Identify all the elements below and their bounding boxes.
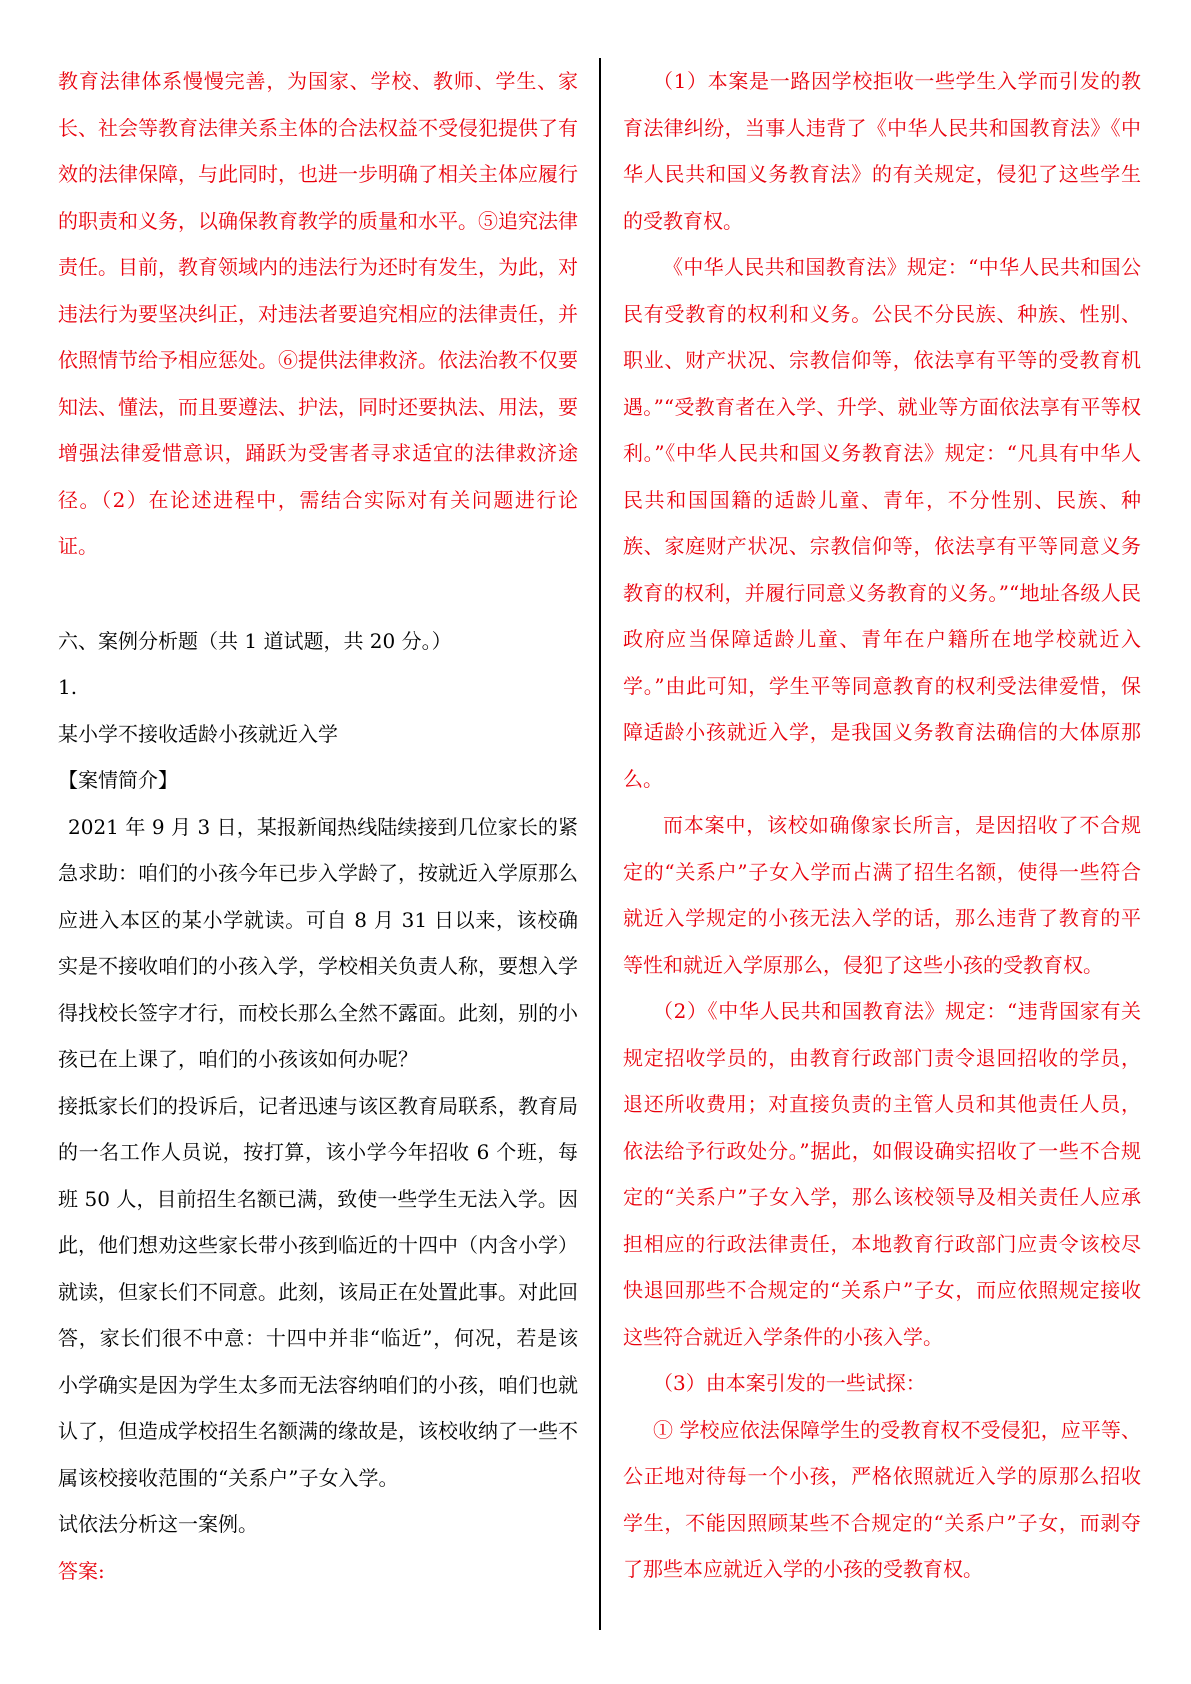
- left-column: [58, 58, 578, 1594]
- answer-paragraph-2: 《中华人民共和国教育法》规定：“中华人民共和国公民有受教育的权利和义务。公民不分民族、种族、性别、职业、财产状况、宗教信仰等，依法享有平等的受教育机遇。”“受教育者在入学、升学、就业等方面依法享有平等权利。”《中华人民共和国义务教育法》规定：“凡具有中华人民共和国国籍的适龄儿童、青年，不分性别、民族、种族、家庭财产状况、宗教信仰等，依法享有平等同意义务教育的权利，并履行同意义务教育的义务。”“地址各级人民政府应当保障适龄儿童、青年在户籍所在地学校就近入学。”由此可知，学生平等同意教育的权利受法律爱惜，保障适龄小孩就近入学，是我国义务教育法确信的大体原那么。: [623, 255, 1141, 791]
- answer-label: 答案:: [58, 1558, 105, 1583]
- column-divider: [599, 58, 601, 1630]
- answer-continuation: 教育法律体系慢慢完善，为国家、学校、教师、学生、家长、社会等教育法律关系主体的合法权益不受侵犯提供了有效的法律保障，与此同时，也进一步明确了相关主体应履行的职责和义务，以确保教育教学的质量和水平。⑤追究法律责任。目前，教育领域内的违法行为还时有发生，为此，对违法行为要坚决纠正，对违法者要追究相应的法律责任，并依照情节给予相应惩处。⑥提供法律救济。依法治教不仅要知法、懂法，而且要遵法、护法，同时还要执法、用法，要增强法律爱惜意识，踊跃为受害者寻求适宜的法律救济途径。（2）在论述进程中，需结合实际对有关问题进行论证。: [58, 69, 578, 558]
- answer-paragraph-1: （1）本案是一路因学校拒收一些学生入学而引发的教育法律纠纷，当事人违背了《中华人民共和国教育法》《中华人民共和国义务教育法》的有关规定，侵犯了这些学生的受教育权。: [623, 69, 1141, 233]
- case-paragraph-2: 接抵家长们的投诉后，记者迅速与该区教育局联系，教育局的一名工作人员说，按打算，该小学今年招收 6 个班，每班 50 人，目前招生名额已满，致使一些学生无法入学。因此，他们想劝这些家长带小孩到临近的十四中（内含小学）就读，但家长们不同意。此刻，该局正在处置此事。对此回答，家长们很不中意：十四中并非“临近”，何况，若是该小学确实是因为学生太多而无法容纳咱们的小孩，咱们也就认了，但造成学校招生名额满的缘故是，该校收纳了一些不属该校接收范围的“关系户”子女入学。: [58, 1093, 578, 1490]
- section-title: 六、案例分析题（共 1 道试题，共 20 分。）: [58, 628, 452, 653]
- answer-paragraph-6: ① 学校应依法保障学生的受教育权不受侵犯，应平等、公正地对待每一个小孩，严格依照就近入学的原那么招收学生，不能因照顾某些不合规定的“关系户”子女，而剥夺了那些本应就近入学的小孩的受教育权。: [623, 1417, 1141, 1581]
- answer-paragraph-5: （3）由本案引发的一些试探：: [653, 1371, 926, 1395]
- answer-paragraph-3: 而本案中，该校如确像家长所言，是因招收了不合规定的“关系户”子女入学而占满了招生名额，使得一些符合就近入学规定的小孩无法入学的话，那么违背了教育的平等性和就近入学原那么，侵犯了这些小孩的受教育权。: [623, 813, 1141, 977]
- right-column: [623, 58, 1141, 1593]
- question-prompt: 试依法分析这一案例。: [58, 1512, 258, 1536]
- case-title: 某小学不接收适龄小孩就近入学: [58, 721, 338, 746]
- question-number: 1.: [58, 675, 78, 699]
- answer-paragraph-4: （2）《中华人民共和国教育法》规定：“违背国家有关规定招收学员的，由教育行政部门责令退回招收的学员，退还所收费用；对直接负责的主管人员和其他责任人员，依法给予行政处分。”据此，如假设确实招收了一些不合规定的“关系户”子女入学，那么该校领导及相关责任人应承担相应的行政法律责任，本地教育行政部门应责令该校尽快退回那些不合规定的“关系户”子女，而应依照规定接收这些符合就近入学条件的小孩入学。: [623, 999, 1141, 1349]
- case-paragraph-1: 2021 年 9 月 3 日，某报新闻热线陆续接到几位家长的紧急求助：咱们的小孩今年已步入学龄了，按就近入学原那么应进入本区的某小学就读。可自 8 月 31 日以来，该校确实是不接收咱们的小孩入学，学校相关负责人称，要想入学得找校长签字才行，而校长那么全然不露面。此刻，别的小孩已在上课了，咱们的小孩该如何办呢？: [58, 814, 578, 1071]
- case-heading: 【案情简介】: [58, 768, 178, 792]
- section-spacer: [58, 570, 578, 618]
